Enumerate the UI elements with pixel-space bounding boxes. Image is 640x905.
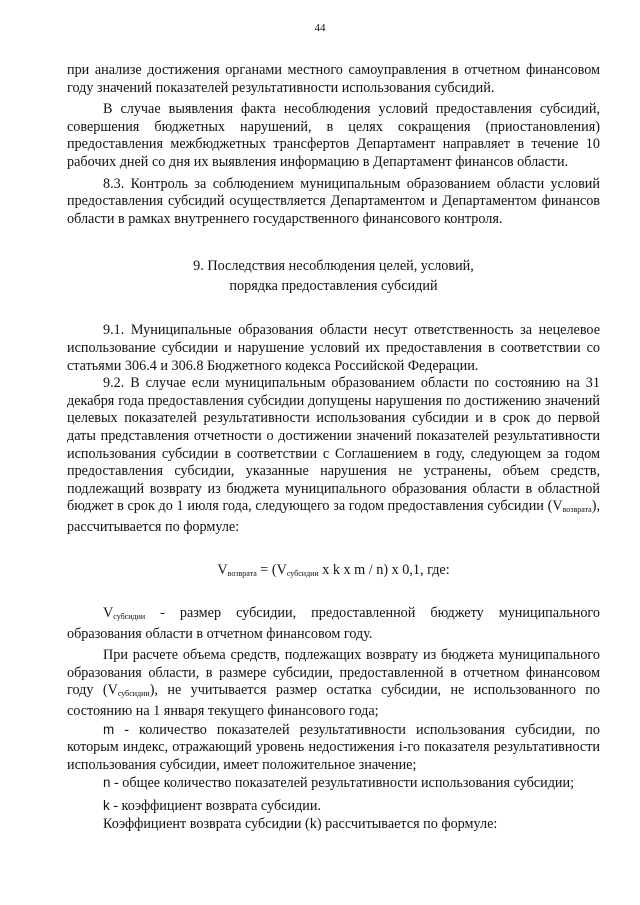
def-v-subscript: субсидии (113, 612, 146, 622)
page-number: 44 (314, 22, 326, 34)
section-9-heading-line1: 9. Последствия несоблюдения целей, условий, (193, 258, 474, 275)
definition-n (67, 774, 600, 793)
n-text: - общее количество показателей результативности использования субсидии; (110, 775, 575, 792)
formula-rest: x k x m / n) x 0,1, где: (318, 562, 450, 579)
paragraph-9-2-tail: ), рассчитывается по формуле: (67, 498, 600, 535)
paragraph-8-3: 8.3. Контроль за соблюдением муниципальным образованием области условий предоставления субсидий осуществляется Департаментом и Департаментом финансов области в рамках внутреннего государственного финансового контроля. (67, 175, 600, 227)
k-letter: k (103, 798, 110, 813)
v-return-subscript: возврата (562, 505, 592, 515)
def-v: V (103, 605, 114, 622)
section-9-heading-line2: порядка предоставления субсидий (229, 278, 438, 295)
n-letter: n (103, 775, 111, 791)
paragraph-calculation-note (67, 647, 600, 720)
paragraph-9-1: 9.1. Муниципальные образования области несут ответственность за нецелевое использование субсидии и нарушение условий их предоставления в соответствии со статьями 306.4 и 306.8 Бюджетного кодекса Российской Федерации. (67, 322, 600, 374)
m-letter: m (103, 721, 115, 737)
return-formula (67, 562, 600, 583)
def-v-text: - размер субсидии, предоставленной бюджету муниципального образования области в отчетном финансовом году. (67, 605, 600, 642)
paragraph-9-2 (67, 375, 600, 536)
formula-v-subsidy-subscript: субсидии (286, 569, 319, 579)
formula-v-return-subscript: возврата (227, 569, 257, 579)
calc-head: При расчете объема средств, подлежащих возврату из бюджета муниципального образования области, в размере субсидии, предоставленной в отчетном финансовом году (V (67, 647, 600, 699)
v-symbol: V (552, 498, 563, 515)
formula-v: V (217, 562, 228, 579)
formula-mid: = (V (256, 562, 287, 579)
paragraph-coefficient-formula-intro: Коэффициент возврата субсидии (k) рассчитывается по формуле: (103, 815, 498, 832)
document-body (67, 62, 600, 833)
paragraph-9-2-text: 9.2. В случае если муниципальным образованием области по состоянию на 31 декабря года предоставления субсидии допущены нарушения по достижению значений целевых показателей результативности использования субсидии и в срок до первой даты представления отчетности о достижении значений показателей результативности использования субсидии в соответствии с Соглашением в году, следующем за годом предоставления субсидии, указанные нарушения не устранены, объем средств, подлежащий возврату из бюджета муниципального образования области в областной бюджет в срок до 1 июля года, следующего за годом предоставления субсидии ( (67, 375, 600, 515)
m-text: - количество показателей результативности использования субсидии, по которым индекс, отражающий уровень недостижения i-го показателя результативности использования субсидии, имеет положительное значение; (67, 721, 600, 773)
paragraph-violation-notice: В случае выявления факта несоблюдения условий предоставления субсидий, совершения бюджетных нарушений, в целях сокращения (приостановления) предоставления межбюджетных трансфертов Департамент направляет в течение 10 рабочих дней со дня их выявления информацию в Департамент финансов области. (67, 101, 600, 170)
definition-m (67, 721, 600, 775)
calc-subscript: субсидии (117, 689, 150, 699)
paragraph-continuation: при анализе достижения органами местного самоуправления в отчетном финансовом году значений показателей результативности использования субсидий. (67, 62, 600, 96)
definition-k (67, 797, 600, 816)
k-text: - коэффициент возврата субсидии. (109, 798, 321, 814)
section-9-heading (67, 256, 600, 296)
calc-tail: ), не учитывается размер остатка субсидии, не использованного по состоянию на 1 января текущего финансового года; (67, 682, 600, 720)
definition-v-subsidy (67, 605, 600, 643)
